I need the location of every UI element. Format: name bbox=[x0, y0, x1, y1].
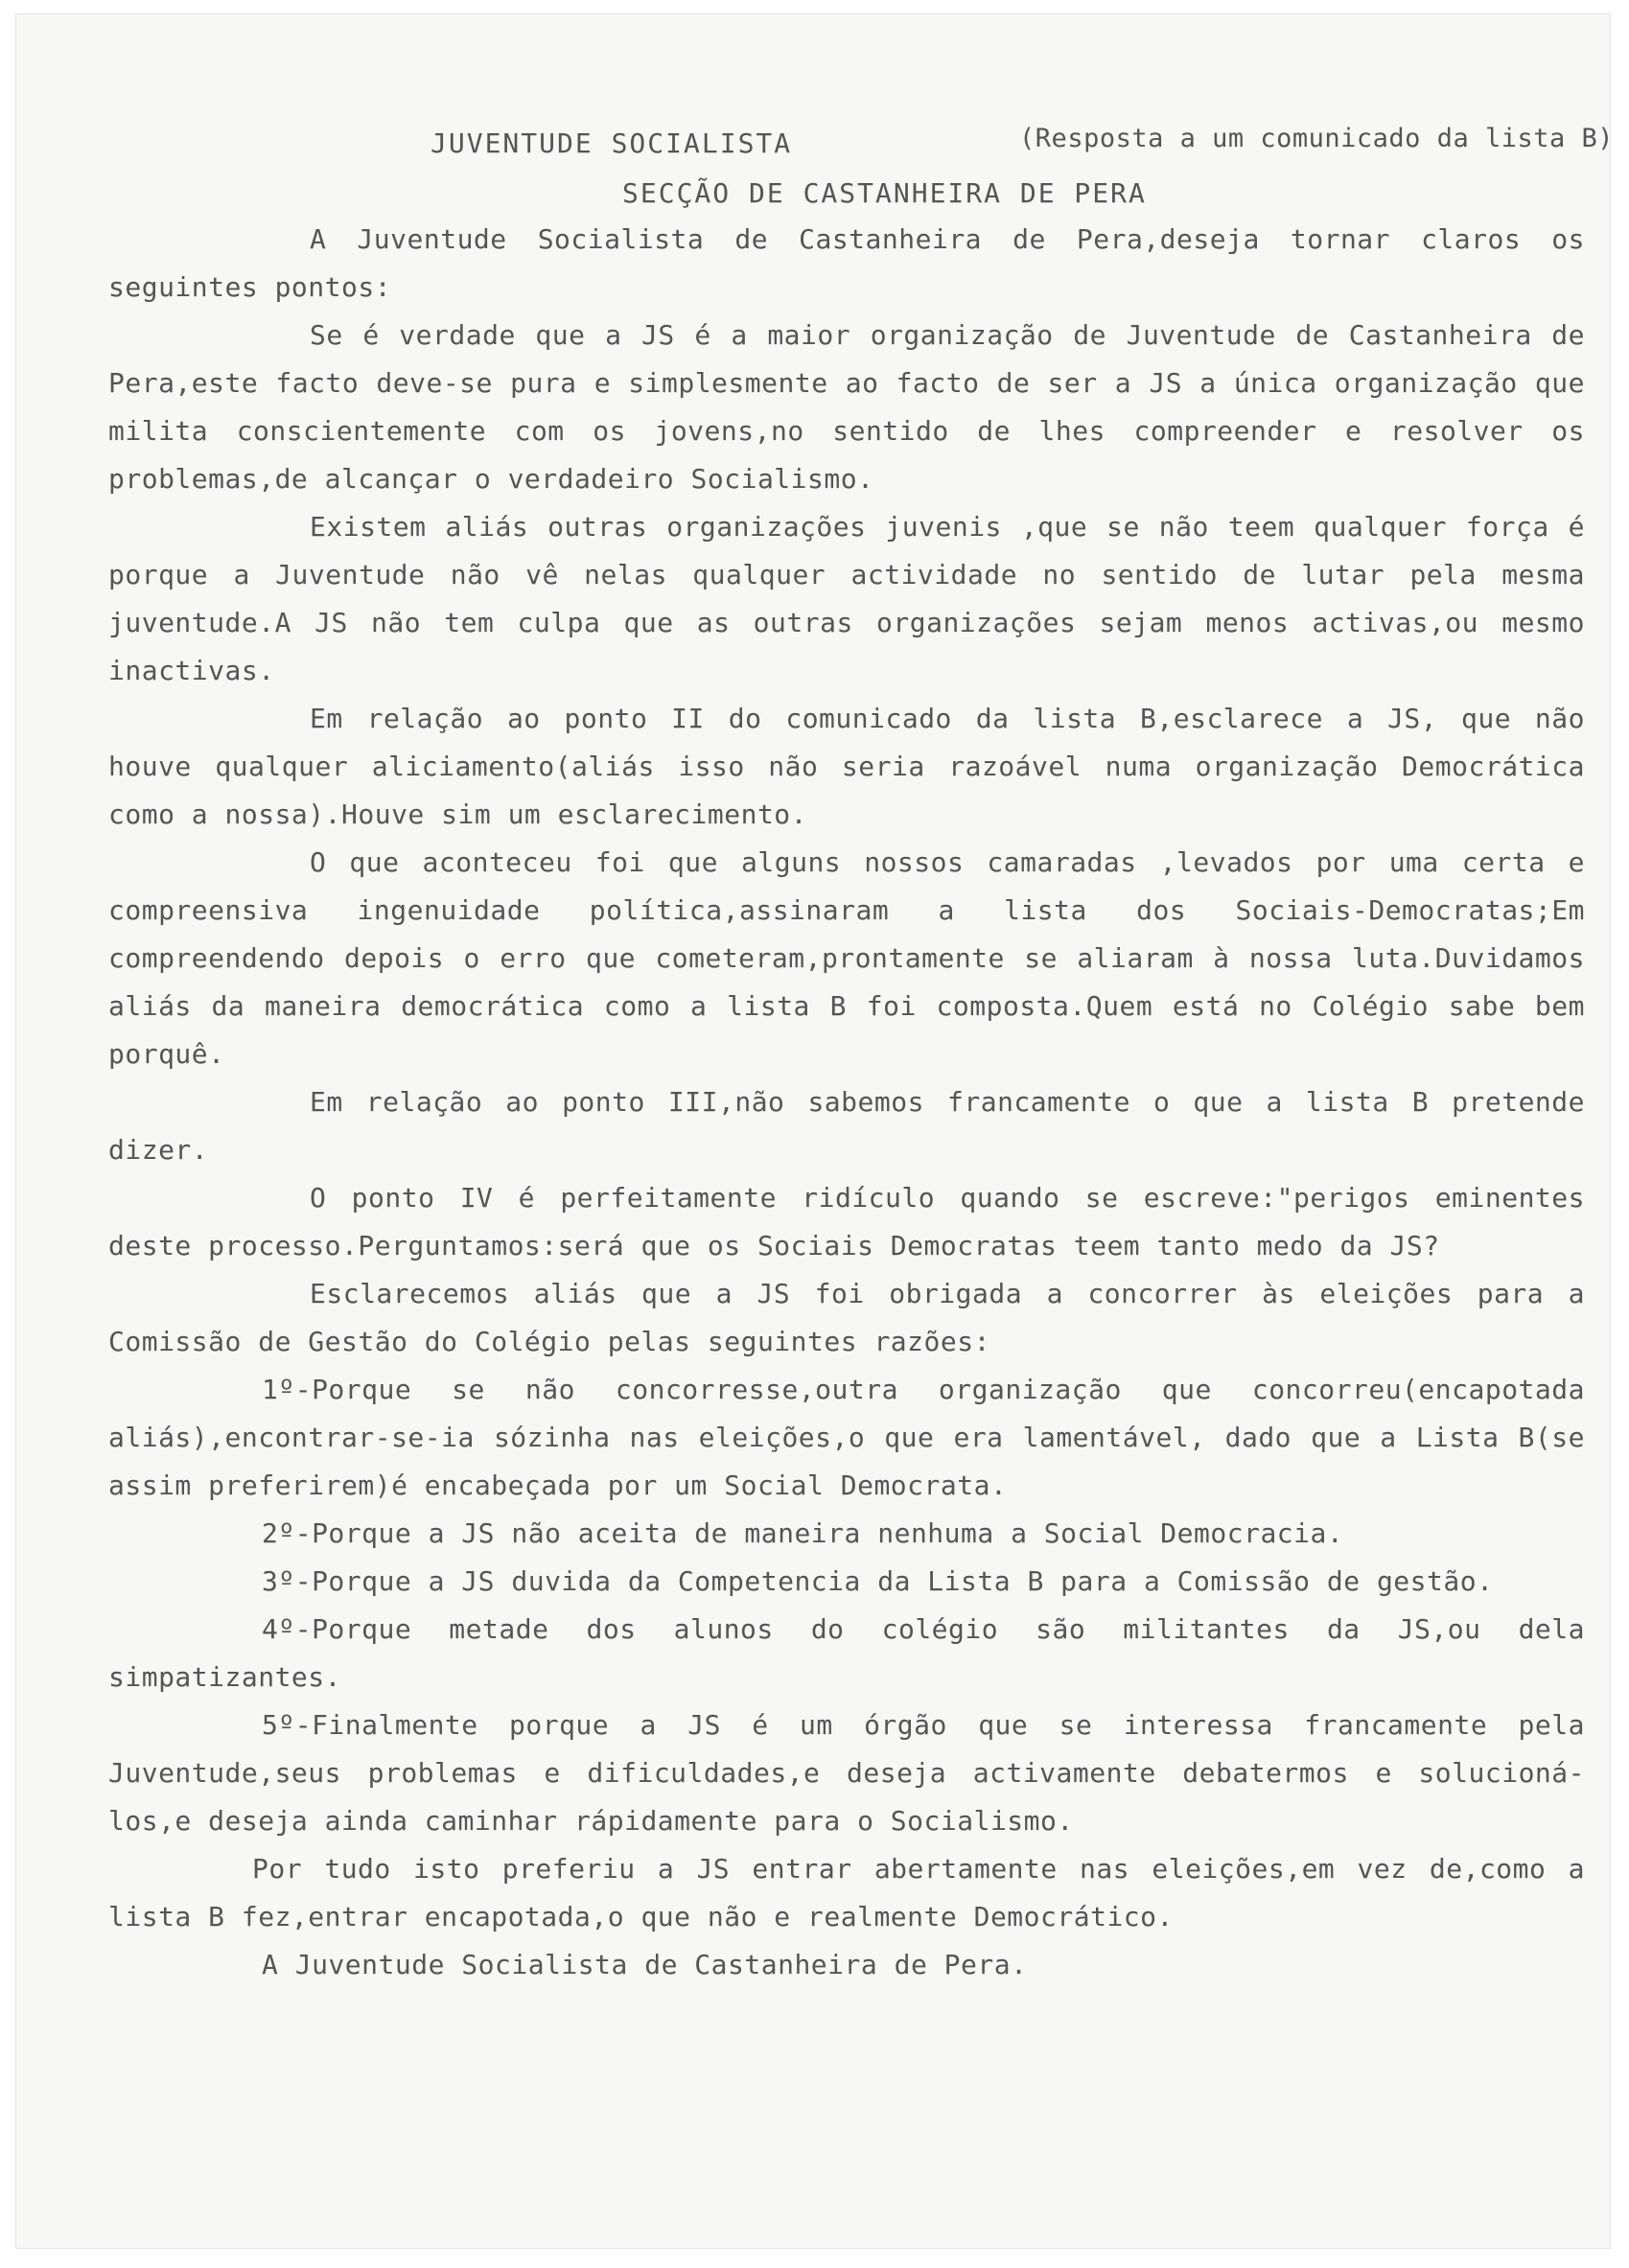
paragraph-point-iii: Em relação ao ponto III,não sabemos francamente o que a lista B pretende dizer. bbox=[108, 1086, 1585, 1166]
document-page bbox=[15, 13, 1614, 2249]
section-title: SECÇÃO DE CASTANHEIRA DE PERA bbox=[622, 177, 1147, 209]
document-body bbox=[108, 120, 1614, 1989]
paragraph-largest-organization: Se é verdade que a JS é a maior organização de Juventude de Castanheira de Pera,este facto deve-se pura e simplesmente ao facto de ser a JS a única organização que milita conscientemente com os jovens,no sentido de lhes compreender e resolver os problemas,de alcançar o verdadeiro Socialismo. bbox=[108, 319, 1585, 495]
paragraph-reasons-intro: Esclarecemos aliás que a JS foi obrigada a concorrer às eleições para a Comissão de Gestão do Colégio pelas seguintes razões: bbox=[108, 1278, 1585, 1357]
organization-title: JUVENTUDE SOCIALISTA bbox=[431, 127, 793, 159]
response-note: (Resposta a um comunicado da lista B) bbox=[1019, 124, 1614, 153]
paragraph-point-ii: Em relação ao ponto II do comunicado da lista B,esclarece a JS, que não houve qualquer aliciamento(aliás isso não seria razoável numa organização Democrática como a nossa).Houve sim um esclarecimento. bbox=[108, 703, 1585, 830]
paragraph-what-happened: O que aconteceu foi que alguns nossos camaradas ,levados por uma certa e compreensiva ingenuidade política,assinaram a lista dos Sociais-Democratas;Em compreendendo depois o erro que cometeram,prontamente se aliaram à nossa luta.Duvidamos aliás da maneira democrática como a lista B foi composta.Quem está no Colégio sabe bem porquê. bbox=[108, 846, 1585, 1070]
signature-line: A Juventude Socialista de Castanheira de Pera. bbox=[262, 1949, 1028, 1980]
paragraph-other-organizations: Existem aliás outras organizações juvenis ,que se não teem qualquer força é porque a Juventude não vê nelas qualquer actividade no sentido de lutar pela mesma juventude.A JS não tem culpa que as outras organizações sejam menos activas,ou mesmo inactivas. bbox=[108, 511, 1585, 686]
document-header bbox=[108, 120, 1614, 216]
paragraph-intro: A Juventude Socialista de Castanheira de Pera,deseja tornar claros os seguintes pontos: bbox=[108, 223, 1585, 303]
reason-item-1: 1º-Porque se não concorresse,outra organização que concorreu(encapotada aliás),encontrar-se-ia sózinha nas eleições,o que era lamentável, dado que a Lista B(se assim preferirem)é encabeçada por um Social Democrata. bbox=[108, 1374, 1585, 1501]
reason-item-4: 4º-Porque metade dos alunos do colégio são militantes da JS,ou dela simpatizantes. bbox=[108, 1613, 1585, 1693]
paragraph-closing: Por tudo isto preferiu a JS entrar abertamente nas eleições,em vez de,como a lista B fez,entrar encapotada,o que não e realmente Democrático. bbox=[108, 1853, 1585, 1932]
reason-item-2: 2º-Porque a JS não aceita de maneira nenhuma a Social Democracia. bbox=[262, 1517, 1344, 1549]
paragraph-point-iv: O ponto IV é perfeitamente ridículo quando se escreve:"perigos eminentes deste processo.Perguntamos:será que os Sociais Democratas teem tanto medo da JS? bbox=[108, 1182, 1585, 1261]
reason-item-3: 3º-Porque a JS duvida da Competencia da Lista B para a Comissão de gestão. bbox=[262, 1565, 1494, 1597]
reason-item-5: 5º-Finalmente porque a JS é um órgão que se interessa francamente pela Juventude,seus problemas e dificuldades,e deseja activamente debatermos e solucioná-los,e deseja ainda caminhar rápidamente para o Socialismo. bbox=[108, 1709, 1585, 1837]
